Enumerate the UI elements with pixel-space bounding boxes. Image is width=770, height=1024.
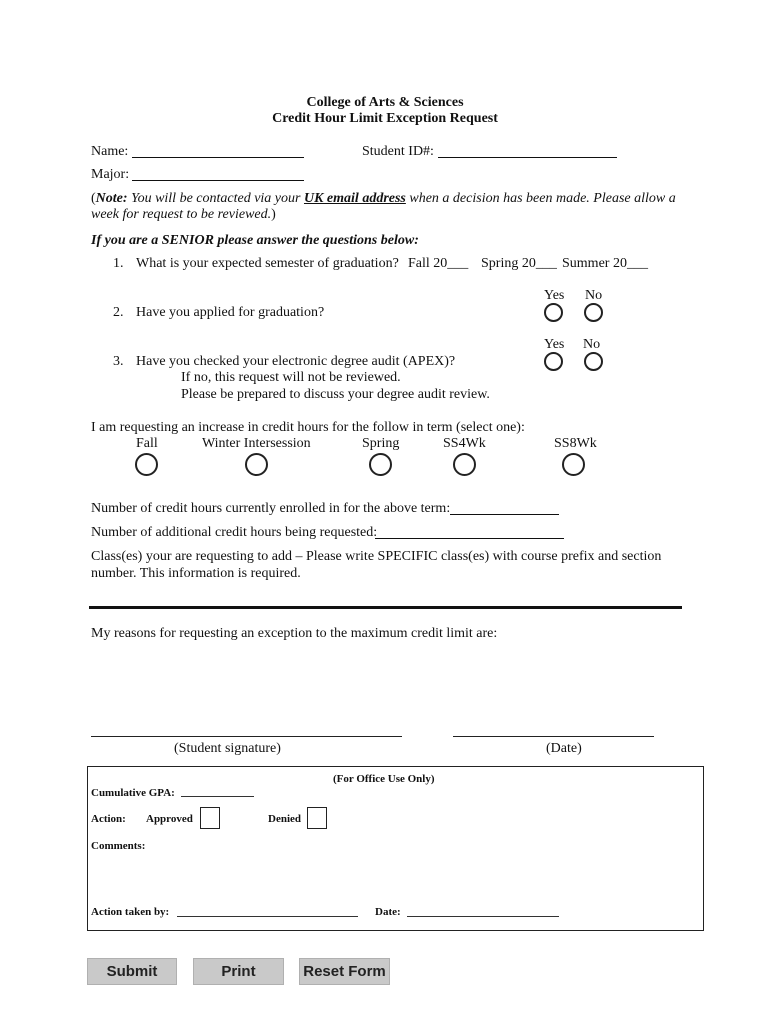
reset-form-button[interactable]: Reset Form [299,958,390,985]
q1-spring: Spring 20___ [481,256,557,271]
gpa-label: Cumulative GPA: [91,787,175,799]
q1-fall: Fall 20___ [408,256,469,271]
major-field[interactable] [132,166,304,181]
student-id-field[interactable] [438,143,617,158]
note-text-before: You will be contacted via your [127,191,304,206]
q1-text: What is your expected semester of graduation? [136,256,399,271]
denied-checkbox[interactable] [307,807,327,829]
gpa-field[interactable] [181,784,254,797]
comments-field[interactable] [91,856,695,906]
office-date-field[interactable] [407,904,559,917]
term-radio-spring[interactable] [369,453,392,476]
q3-text: Have you checked your electronic degree audit (APEX)? [136,354,456,369]
uk-email-text: UK email address [303,191,406,206]
note-line-2 [91,207,276,223]
term-radio-winter[interactable] [245,453,268,476]
classes-field[interactable] [91,584,685,606]
term-radio-ss4wk[interactable] [453,453,476,476]
term-prompt: I am requesting an increase in credit hours for the follow in term (select one): [91,420,525,435]
q2-no-label: No [585,288,603,303]
q2-yes-radio[interactable] [544,303,563,322]
senior-heading-text: If you are a SENIOR please answer the questions below: [91,233,419,248]
term-label-winter: Winter Intersession [202,436,311,451]
divider-rule [89,606,682,609]
term-label-ss4wk: SS4Wk [443,436,486,451]
term-label-ss8wk: SS8Wk [554,436,597,451]
enrolled-hours-label: Number of credit hours currently enrolled in for the above term: [91,501,451,516]
q3-yes-radio[interactable] [544,352,563,371]
student-id-label: Student ID#: [362,144,434,159]
major-label: Major: [91,167,130,182]
q3-subtext-2: Please be prepared to discuss your degree audit review. [181,387,490,402]
senior-heading [91,233,419,249]
q3-yes-label: Yes [544,337,565,352]
additional-hours-label: Number of additional credit hours being requested: [91,525,378,540]
action-taken-by-field[interactable] [177,904,358,917]
print-button[interactable]: Print [193,958,284,985]
term-label-fall: Fall [136,436,158,451]
signature-line [91,736,402,737]
office-date-label: Date: [375,906,401,918]
q3-number: 3. [113,354,124,369]
name-label: Name: [91,144,129,159]
comments-label: Comments: [91,840,146,852]
q1-number: 1. [113,256,124,271]
q1-summer: Summer 20___ [562,256,648,271]
denied-label: Denied [268,813,301,825]
term-label-spring: Spring [362,436,400,451]
date-caption: (Date) [546,741,582,756]
reasons-field[interactable] [91,646,685,730]
date-line [453,736,654,737]
note-line-1 [91,191,676,207]
note-open-paren: ( [91,191,96,206]
note-line-2-text: week for request to be reviewed. [91,207,272,222]
note-label: Note: [95,191,128,206]
q2-number: 2. [113,305,124,320]
q3-no-label: No [583,337,601,352]
enrolled-hours-field[interactable] [450,500,559,515]
form-title: Credit Hour Limit Exception Request [272,111,498,126]
classes-instructions-1: Class(es) your are requesting to add – Please write SPECIFIC class(es) with course prefix and section [91,549,662,564]
term-radio-ss8wk[interactable] [562,453,585,476]
student-signature-caption: (Student signature) [174,741,281,756]
q3-subtext-1: If no, this request will not be reviewed. [181,370,401,385]
action-label: Action: [91,813,126,825]
office-use-title: (For Office Use Only) [333,773,435,785]
q2-yes-label: Yes [544,288,565,303]
classes-instructions-2: number. This information is required. [91,566,301,581]
additional-hours-field[interactable] [375,524,564,539]
college-heading: College of Arts & Sciences [306,95,464,110]
reasons-label: My reasons for requesting an exception to the maximum credit limit are: [91,626,498,641]
term-radio-fall[interactable] [135,453,158,476]
submit-button[interactable]: Submit [87,958,177,985]
approved-label: Approved [146,813,193,825]
approved-checkbox[interactable] [200,807,220,829]
q2-no-radio[interactable] [584,303,603,322]
action-taken-by-label: Action taken by: [91,906,170,918]
q3-no-radio[interactable] [584,352,603,371]
note-text-after: when a decision has been made. Please allow a [405,191,676,206]
name-field[interactable] [132,143,304,158]
q2-text: Have you applied for graduation? [136,305,325,320]
note-close-paren: ) [271,207,276,222]
